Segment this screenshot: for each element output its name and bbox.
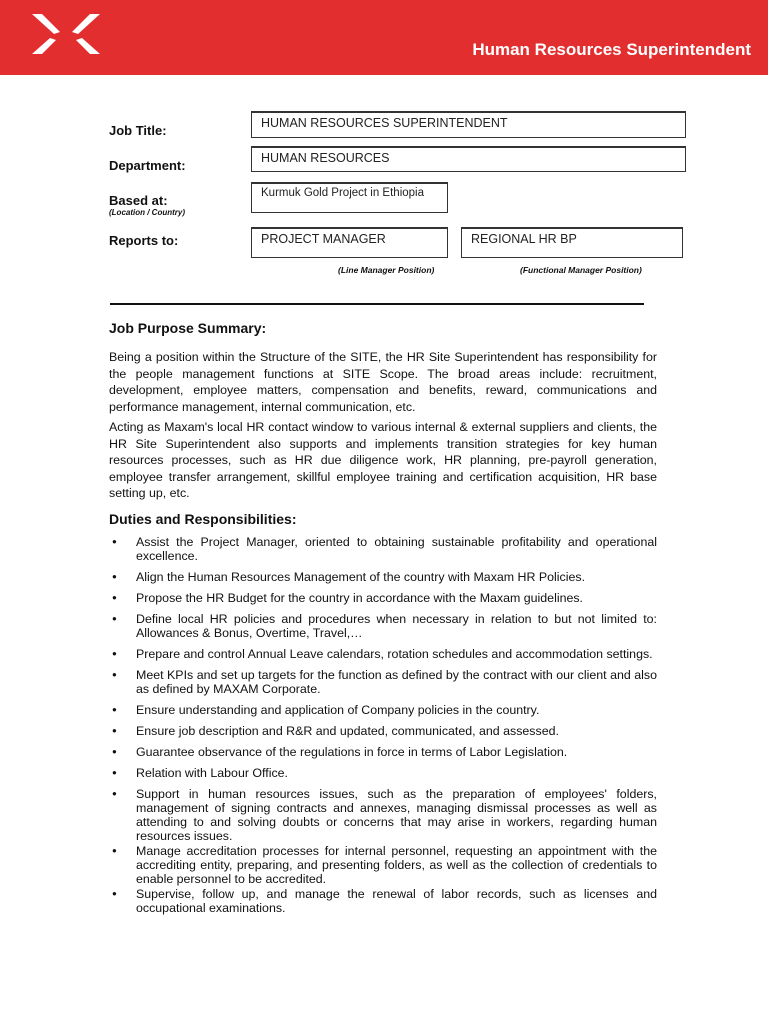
list-item: ● Supervise, follow up, and manage the renewal of labor records, such as licenses and occupational examinations. (109, 887, 657, 915)
list-item: ● Ensure job description and R&R and updated, communicated, and assessed. (109, 724, 657, 738)
functional-manager-caption: (Functional Manager Position) (520, 265, 642, 275)
list-item: ● Support in human resources issues, such as the preparation of employees' folders, management of signing contracts and annexes, managing dismissal processes as well as attending to and solving doubts or concerns that may arise in workers, regarding human resources issues. (109, 787, 657, 843)
duties-heading: Duties and Responsibilities: (109, 511, 297, 527)
list-item: ● Guarantee observance of the regulations in force in terms of Labor Legislation. (109, 745, 657, 759)
list-item: ● Ensure understanding and application of Company policies in the country. (109, 703, 657, 717)
based-at-label: Based at: (109, 193, 168, 208)
document-title: Human Resources Superintendent (472, 40, 751, 59)
line-manager-caption: (Line Manager Position) (338, 265, 435, 275)
reports-to-label: Reports to: (109, 233, 179, 248)
list-item: ● Meet KPIs and set up targets for the function as defined by the contract with our client and also as defined by MAXAM Corporate. (109, 668, 657, 696)
list-item: ● Relation with Labour Office. (109, 766, 657, 780)
list-item: ● Propose the HR Budget for the country in accordance with the Maxam guidelines. (109, 591, 657, 605)
job-title-field: HUMAN RESOURCES SUPERINTENDENT (251, 111, 686, 138)
list-item: ● Define local HR policies and procedures when necessary in relation to but not limited to: Allowances & Bonus, Overtime, Travel,… (109, 612, 657, 640)
maxam-logo-icon (28, 12, 104, 56)
list-item: ● Prepare and control Annual Leave calendars, rotation schedules and accommodation settings. (109, 647, 657, 661)
duties-list (109, 535, 657, 922)
functional-manager-field: REGIONAL HR BP (461, 227, 683, 258)
summary-paragraph: Being a position within the Structure of the SITE, the HR Site Superintendent has responsibility for the people management functions at SITE Scope. The broad areas include: recruitment, development, employee matters, compensation and benefits, reward, communications and performance management, internal communication, etc. (109, 350, 657, 414)
list-item: ● Align the Human Resources Management of the country with Maxam HR Policies. (109, 570, 657, 584)
department-field: HUMAN RESOURCES (251, 146, 686, 172)
job-purpose-heading: Job Purpose Summary: (109, 320, 267, 336)
department-label: Department: (109, 158, 186, 173)
page-header (0, 0, 768, 75)
list-item: ● Assist the Project Manager, oriented to obtaining sustainable profitability and operational excellence. (109, 535, 657, 563)
line-manager-field: PROJECT MANAGER (251, 227, 448, 258)
based-at-sublabel: (Location / Country) (109, 208, 185, 217)
summary-paragraph: Acting as Maxam's local HR contact window to various internal & external suppliers and clients, the HR Site Superintendent also supports and implements transition strategies for key human resources processes, such as HR due diligence work, HR planning, pre-payroll generation, employee transfer arrangement, skillful employee training and certification acquisition, HR base setting up, etc. (109, 420, 657, 501)
divider (110, 303, 644, 305)
based-at-field: Kurmuk Gold Project in Ethiopia (251, 182, 448, 213)
job-title-label: Job Title: (109, 123, 167, 138)
list-item: ● Manage accreditation processes for internal personnel, requesting an appointment with the accrediting entity, preparing, and presenting folders, as well as the collection of credentials to enable personnel to be accredited. (109, 844, 657, 886)
